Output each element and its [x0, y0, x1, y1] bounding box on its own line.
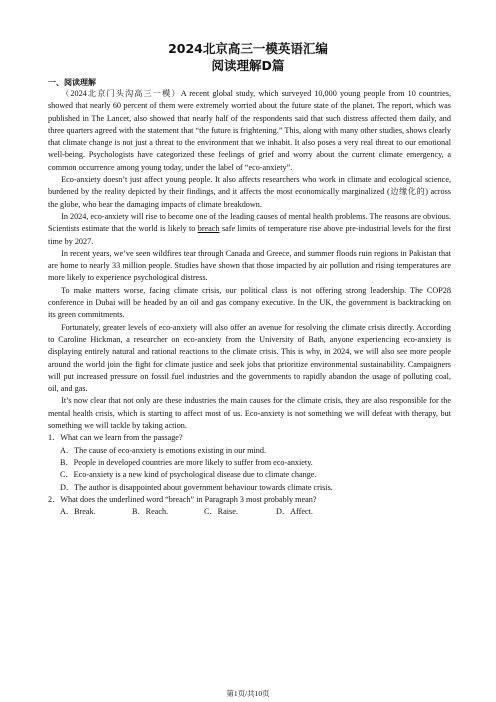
- question-1: 1．What can we learn from the passage?: [48, 433, 183, 443]
- question-2-option-b: B．Reach.: [132, 507, 169, 517]
- question-2-option-a: A．Break.: [60, 507, 96, 517]
- section-heading: 一、阅读理解: [48, 78, 96, 87]
- document-subtitle: 阅读理解D篇: [211, 58, 285, 73]
- underlined-word: breach: [197, 224, 220, 234]
- paragraph-3-head: In 2024, eco-anxiety will rise to become one of the leading causes of mental health problems. The reasons are obvious. Scientists estimate that the world is likely to: [48, 211, 451, 234]
- page-footer: 第1页/共10页: [226, 689, 270, 698]
- question-2-option-c: C．Raise.: [204, 507, 238, 517]
- paragraph-2: Eco-anxiety doesn’t just affect young people. It also affects researchers who work in climate and ecological science, burdened by the reality depicted by their findings, and it affects the most economically marginalized (边缘化的) across the globe, who bear the damaging impacts of climate breakdown.: [48, 175, 451, 209]
- question-2-options: [48, 506, 451, 518]
- question-1-option-c: C．Eco-anxiety is a new kind of psychological disease due to climate change.: [60, 470, 317, 480]
- question-2: 2．What does the underlined word “breach” in Paragraph 3 most probably mean?: [48, 494, 317, 504]
- document-title: 2024北京高三一模英语汇编: [168, 41, 328, 56]
- paragraph-6: Fortunately, greater levels of eco-anxiety will also offer an avenue for resolving the climate crisis directly. According to Caroline Hickman, a researcher on eco-anxiety from the University of Bath, anyone experiencing eco-anxiety is displaying entirely natural and rational reactions to the climate crisis. This is why, in 2024, we will also see more people around the world join the fight for climate justice and seek jobs that prioritize environmental sustainability. Campaigners will put increased pressure on fossil fuel industries and the governments to rapidly abandon the usage of polluting coal, oil, and gas.: [48, 322, 451, 394]
- paragraph-1: （2024北京门头沟高三一模）A recent global study, which surveyed 10,000 young people from 10 countries, showed that nearly 60 percent of them were extremely worried about the future state of the planet. The report, which was published in The Lancet, also showed that nearly half of the respondents said that such distress affected them daily, and three quarters agreed with the statement that “the future is frightening.” This, along with many other studies, shows clearly that climate change is not just a threat to the environment that we inhabit. It also poses a very real threat to our emotional well-being. Psychologists have categorized these feelings of grief and worry about the current climate emergency, a common occurrence among young today, under the label of “eco-anxiety”.: [48, 89, 451, 172]
- paragraph-3: [48, 211, 451, 248]
- question-2-option-d: D．Affect.: [276, 507, 313, 517]
- paragraph-7: It’s now clear that not only are these industries the main causes for the climate crisis, they are also responsible for the mental health crisis, which is starting to affect most of us. Eco-anxiety is not something we will defeat with therapy, but something we will tackle by taking action.: [48, 396, 451, 431]
- question-1-option-a: A．The cause of eco-anxiety is emotions existing in our mind.: [60, 445, 267, 455]
- paragraph-5: To make matters worse, facing climate crisis, our political class is not offering strong leadership. The COP28 conference in Dubai will be headed by an oil and gas company executive. In the UK, the government is backtracking on its green commitments.: [48, 285, 451, 320]
- question-1-option-d: D．The author is disappointed about government behaviour towards climate crisis.: [60, 482, 333, 492]
- question-1-option-b: B．People in developed countries are more likely to suffer from eco-anxiety.: [60, 457, 313, 467]
- paragraph-4: In recent years, we’ve seen wildfires tear through Canada and Greece, and summer floods ruin regions in Pakistan that are home to nearly 33 million people. Studies have shown that those impacted by air pollution and rising temperatures are more likely to experience psychological distress.: [48, 248, 451, 283]
- passage-body: [48, 88, 451, 518]
- paragraph-3-tail: safe limits of temperature rise above pre-industrial levels for the first time by 2027.: [48, 224, 451, 246]
